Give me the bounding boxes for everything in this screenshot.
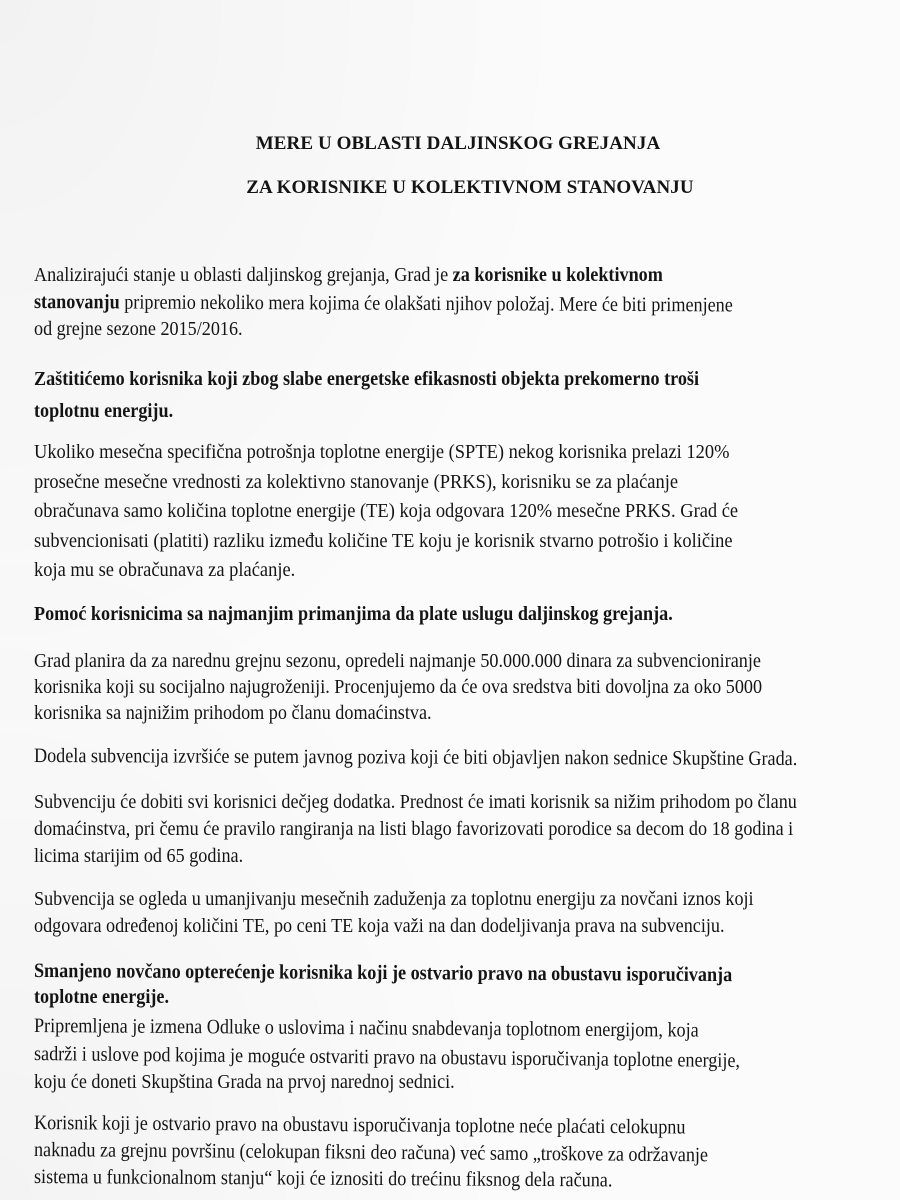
- section1-paragraph-line: Ukoliko mesečna specifična potrošnja toplotne energije (SPTE) nekog korisnika prelazi 120%: [34, 441, 730, 463]
- section2-paragraph-line: Dodela subvencija izvršiće se putem javnog poziva koji će biti objavljen nakon sednice Skupštine Grada.: [33, 745, 798, 771]
- section2-paragraph-line: Grad planira da za narednu grejnu sezonu, opredeli najmanje 50.000.000 dinara za subvencioniranje: [34, 650, 761, 672]
- intro-line-3: od grejne sezone 2015/2016.: [34, 318, 243, 340]
- intro-text: Analizirajući stanje u oblasti daljinskog grejanja, Grad je: [34, 264, 453, 286]
- section2-paragraph-line: odgovara određenoj količini TE, po ceni TE koja važi na dan dodeljivanja prava na subvenciju.: [34, 915, 725, 937]
- document-title-line-2: ZA KORISNIKE U KOLEKTIVNOM STANOVANJU: [246, 177, 694, 198]
- intro-text-2: pripremio nekoliko mera kojima će olakšati njihov položaj. Mere će biti primenjene: [119, 291, 733, 317]
- section3-paragraph-line: sadrži i uslove pod kojima je moguće ostvariti pravo na obustavu isporučivanja toplotne energije,: [33, 1043, 741, 1072]
- section3-paragraph-1: [34, 1012, 874, 1096]
- section1-heading-line: Zaštitićemo korisnika koji zbog slabe energetske efikasnosti objekta prekomerno troši: [34, 368, 700, 390]
- section1-paragraph: [34, 438, 874, 586]
- section1-paragraph-line: koja mu se obračunava za plaćanje.: [34, 559, 296, 581]
- section1-paragraph-line: prosečne mesečne vrednosti za kolektivno stanovanje (PRKS), korisniku se za plaćanje: [34, 470, 679, 493]
- section2-paragraph-1: [34, 648, 874, 726]
- section3-paragraph-line: Korisnik koji je ostvario pravo na obustavu isporučivanja toplotne neće plaćati celokupnu: [33, 1112, 686, 1139]
- section3-paragraph-2: [34, 1110, 874, 1191]
- section1-heading: [34, 366, 874, 425]
- section2-paragraph-3: [34, 789, 874, 870]
- intro-emphasis-2: stanovanju: [33, 291, 120, 314]
- section2-paragraph-line: Subvencija se ogleda u umanjivanju mesečnih zaduženja za toplotnu energiju za novčani iznos koji: [34, 888, 754, 910]
- section2-paragraph-line: Subvenciju će dobiti svi korisnici dečjeg dodatka. Prednost će imati korisnik sa nižim prihodom po članu: [34, 791, 797, 813]
- section2-paragraph-line: korisnika sa najnižim prihodom po članu domaćinstva.: [34, 702, 432, 724]
- section2-paragraph-line: licima starijim od 65 godina.: [34, 845, 244, 867]
- intro-paragraph: [34, 262, 874, 343]
- section3-paragraph-line: sistema u funkcionalnom stanju“ koji će iznositi do trećinu fiksnog dela računa.: [33, 1166, 613, 1192]
- section2-paragraph-line: domaćinstva, pri čemu će pravilo rangiranja na listi blago favorizovati porodice sa decom do 18 godina i: [34, 818, 794, 840]
- section3-paragraph-line: naknadu za grejnu površinu (celokupan fiksni deo računa) već samo „troškove za održavanje: [33, 1139, 709, 1167]
- document-title-line-1: MERE U OBLASTI DALJINSKOG GREJANJA: [255, 133, 661, 154]
- section2-paragraph-2: [34, 743, 874, 770]
- section2-heading-line: Pomoć korisnicima sa najmanjim primanjima da plate uslugu daljinskog grejanja.: [34, 603, 673, 625]
- section2-paragraph-4: [34, 886, 874, 940]
- section3-heading: [34, 958, 874, 1010]
- section3-heading-line: Smanjeno novčano opterećenje korisnika koji je ostvario pravo na obustavu isporučivanja: [33, 960, 733, 987]
- section3-heading-line: toplotne energije.: [34, 986, 170, 1008]
- intro-emphasis: za korisnike u kolektivnom: [452, 264, 663, 286]
- section1-paragraph-line: subvencionisati (platiti) razliku između količine TE koju je korisnik stvarno potrošio i količine: [34, 529, 733, 552]
- section1-paragraph-line: obračunava samo količina toplotne energije (TE) koja odgovara 120% mesečne PRKS. Grad će: [34, 500, 739, 522]
- section1-heading-line: toplotnu energiju.: [34, 400, 174, 422]
- section2-paragraph-line: korisnika koji su socijalno najugroženiji. Procenjujemo da će ova sredstva biti dovoljna za oko 5000: [34, 676, 763, 698]
- section3-paragraph-line: Pripremljena je izmena Odluke o uslovima i načinu snabdevanja toplotnom energijom, koja: [33, 1015, 699, 1042]
- section2-heading: [34, 601, 874, 628]
- section3-paragraph-line: koju će doneti Skupština Grada na prvoj narednoj sednici.: [34, 1071, 455, 1093]
- intro-line-1: [34, 262, 777, 289]
